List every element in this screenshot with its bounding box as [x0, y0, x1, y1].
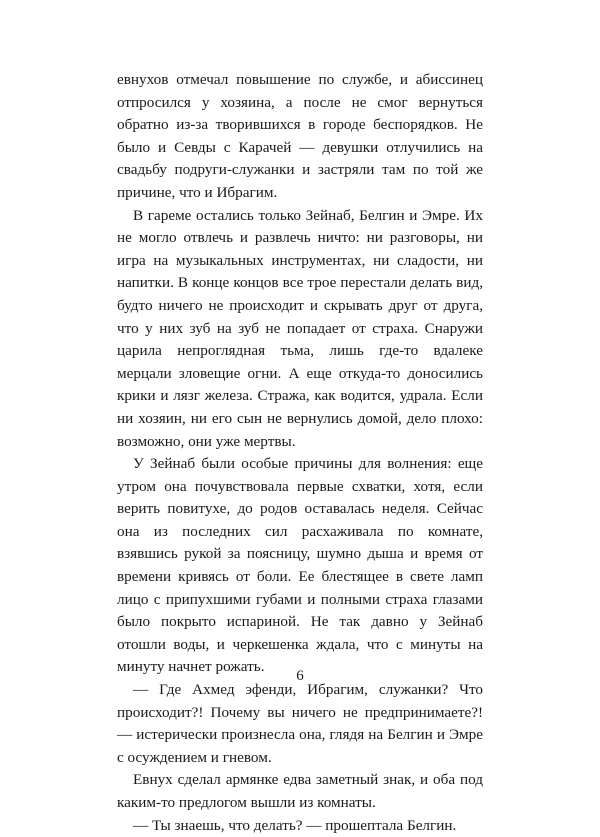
paragraph: Евнух сделал армянке едва заметный знак, и оба под каким-то предлогом вышли из комнаты.: [117, 771, 483, 811]
body-text: [117, 69, 483, 837]
paragraph: — Где Ахмед эфенди, Ибрагим, служанки? Что происходит?! Почему вы ничего не предпринимаете?! — истерически произнесла она, глядя на Белгин и Эмре с осуждением и гневом.: [117, 681, 483, 766]
paragraph: — Ты знаешь, что делать? — прошептала Белгин.: [133, 816, 457, 834]
paragraph: У Зейнаб были особые причины для волнения: еще утром она почувствовала первые схватки, хотя, если верить повитухе, до родов оставалась неделя. Сейчас она из последних сил расхаживала по комнате, взявшись рукой за поясницу, шумно дыша и время от времени кривясь от боли. Ее блестящее в свете ламп лицо с припухшими губами и полными страха глазами было покрыто испариной. Не так давно у Зейнаб отошли воды, и черкешенка ждала, что с минуты на минуту начнет рожать.: [117, 455, 483, 676]
paragraph: евнухов отмечал повышение по службе, и абиссинец отпросился у хозяина, а после не смог вернуться обратно из-за творившихся в городе беспорядков. Не было и Севды с Карачей — девушки отлучились на свадьбу подруги-служанки и застряли там по той же причине, что и Ибрагим.: [117, 71, 483, 201]
paragraph: В гареме остались только Зейнаб, Белгин и Эмре. Их не могло отвлечь и развлечь ничто: ни разговоры, ни игра на музыкальных инструментах, ни сладости, ни напитки. В конце концов все трое перестали делать вид, будто ничего не происходит и скрывать друг от друга, что у них зуб на зуб не попадает от страха. Снаружи царила непроглядная тьма, лишь где-то вдалеке мерцали зловещие огни. А еще откуда-то доносились крики и лязг железа. Стража, как водится, удрала. Если ни хозяин, ни его сын не вернулись домой, дело плохо: возможно, они уже мертвы.: [117, 206, 483, 450]
page-number: 6: [296, 668, 304, 684]
